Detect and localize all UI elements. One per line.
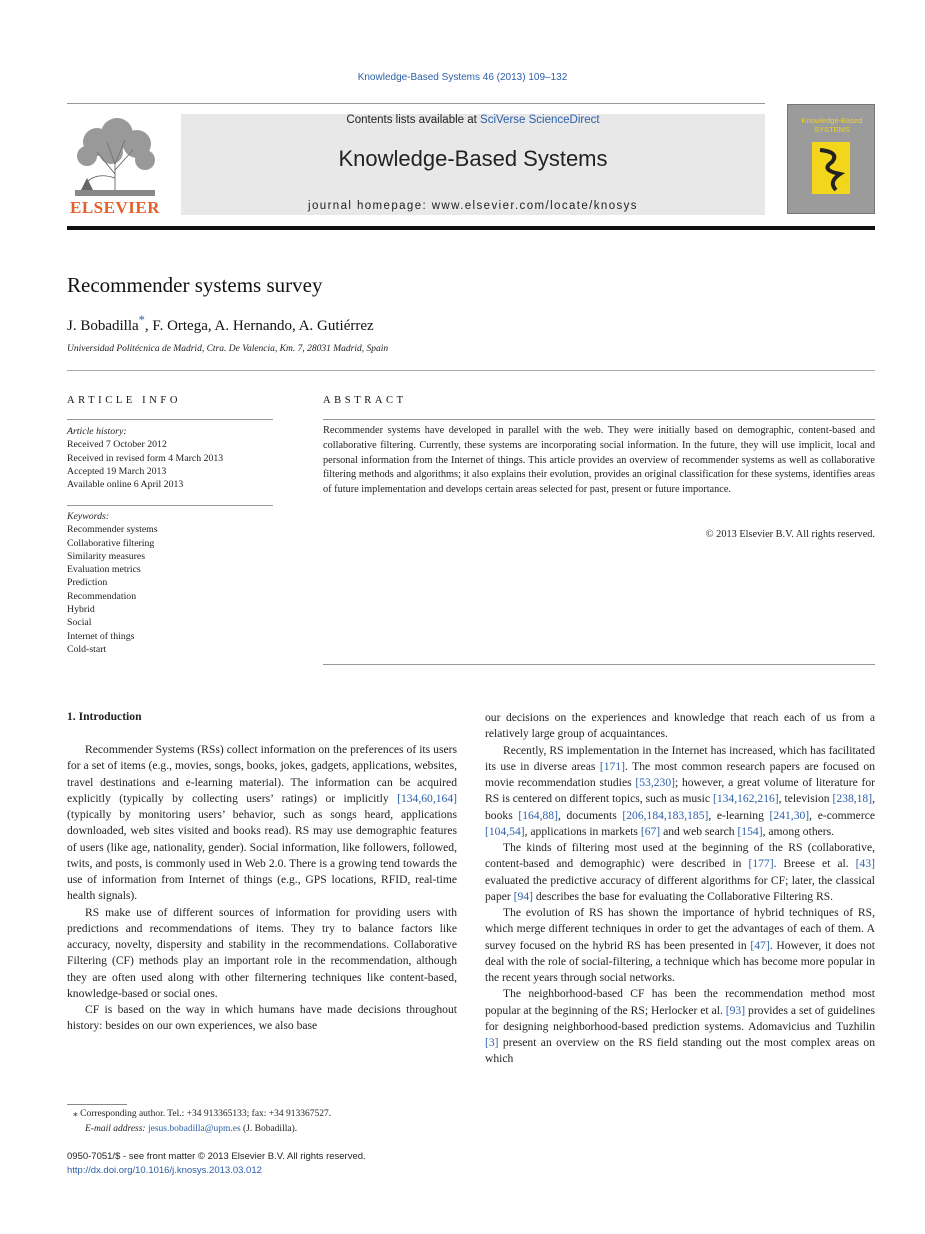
citation-link[interactable]: [3] <box>485 1036 499 1049</box>
paragraph: RS make use of different sources of information for providing users with predictions and recommendations of items. They try to balance factors like accuracy, novelty, dispersity and stability in the recommendations. Collaborative Filtering (CF) methods play an important role in the recommendation, although they are often used along with other filternering techniques like content-based, knowledge-based or social ones. <box>67 905 457 1000</box>
citation-link[interactable]: [67] <box>640 824 661 838</box>
paragraph: CF is based on the way in which humans have made decisions throughout history: besides on our own experiences, we also base <box>67 1003 457 1033</box>
paragraph: Recently, RS implementation in the Internet has increased, which has facilitated its use in diverse areas [171]. The most common research papers are focused on movie recommendation studies [53,230]; however, a great volume of literature for RS is centered on different topics, such as music [134,162,216], television [238,18], books [164,88], documents [206,184,183,185], e-learning [241,30], e-commerce [104,54], applications in markets [67] and web search [154], among others. <box>485 743 875 838</box>
journal-name: Knowledge-Based Systems <box>338 146 608 171</box>
body-right-column <box>485 710 875 1068</box>
journal-citation-link[interactable]: Knowledge-Based Systems 46 (2013) 109–132 <box>357 72 568 83</box>
history-label: Article history: <box>67 426 127 437</box>
keyword-item: Recommender systems <box>67 524 158 536</box>
footnote-email: E-mail address: jesus.bobadilla@upm.es (J. Bobadilla). <box>85 1123 298 1134</box>
footnote-corresponding: ⁎ Corresponding author. Tel.: +34 913365133; fax: +34 913367527. <box>73 1109 332 1119</box>
keyword-item: Prediction <box>67 577 108 589</box>
citation-link[interactable]: [164,88] <box>518 808 558 822</box>
email-label: E-mail address: <box>85 1123 148 1134</box>
doi-link[interactable]: http://dx.doi.org/10.1016/j.knosys.2013.03.012 <box>67 1165 262 1176</box>
keyword-item: Cold-start <box>67 643 107 655</box>
author-list <box>67 313 374 335</box>
citation-link[interactable]: [177] <box>748 857 774 871</box>
header-rule <box>67 103 765 104</box>
cover-art <box>810 138 852 198</box>
history-item: Available online 6 April 2013 <box>67 479 184 491</box>
abstract-text: Recommender systems have developed in parallel with the web. They were initially based on demographic, content-based and collaborative filtering. Currently, these systems are incorporating social information. In the future, they will use implicit, local and personal information from the Internet of things. This article provides an overview of recommender systems as well as collaborative filtering methods and algorithms; it also explains their evolution, provides an original classification for these systems, identifies areas of future implementation and develops certain areas selected for past, present or future importance. <box>323 425 875 496</box>
history-item: Received 7 October 2012 <box>67 439 167 451</box>
header-thick-rule <box>67 226 875 230</box>
email-link[interactable]: jesus.bobadilla@upm.es <box>147 1123 241 1134</box>
abstract-copyright: © 2013 Elsevier B.V. All rights reserved. <box>705 529 875 540</box>
paragraph: The kinds of filtering most used at the beginning of the RS (collaborative, content-based and demographic) were described in [177]. Breese et al. [43] evaluated the predictive accuracy of different algorithms for CF; later, the classical paper [94] describes the base for evaluating the Collaborative Filtering RS. <box>485 841 875 903</box>
citation-link[interactable]: [134,162,216] <box>712 792 779 806</box>
corresponding-author-mark[interactable]: * <box>138 313 145 327</box>
divider <box>323 664 875 665</box>
citation-link[interactable]: [238,18] <box>832 792 873 806</box>
history-item: Accepted 19 March 2013 <box>67 465 167 477</box>
divider <box>67 370 875 371</box>
author-bobadilla: J. Bobadilla <box>67 318 139 334</box>
keyword-item: Internet of things <box>67 630 135 642</box>
citation-link[interactable]: [154] <box>737 824 763 838</box>
keyword-item: Evaluation metrics <box>67 564 141 576</box>
front-matter-line: 0950-7051/$ - see front matter © 2013 Elsevier B.V. All rights reserved. <box>67 1151 366 1162</box>
citation-link[interactable]: [93] <box>725 1003 746 1017</box>
article-info-heading: ARTICLE INFO <box>67 395 182 406</box>
citation-link[interactable]: [43] <box>855 857 875 871</box>
publisher-wordmark: ELSEVIER <box>70 198 160 217</box>
citation-link[interactable]: [47] <box>750 938 770 952</box>
history-item: Received in revised form 4 March 2013 <box>67 452 224 464</box>
affiliation: Universidad Politécnica de Madrid, Ctra. De Valencia, Km. 7, 28031 Madrid, Spain <box>67 344 389 354</box>
keyword-item: Social <box>67 617 92 629</box>
article-title: Recommender systems survey <box>67 273 323 297</box>
contents-prefix: Contents lists available at <box>346 114 481 126</box>
cover-title <box>795 116 869 134</box>
article-history <box>67 425 273 491</box>
keyword-item: Collaborative filtering <box>67 537 155 549</box>
keyword-item: Similarity measures <box>67 550 146 562</box>
citation-link[interactable]: [171] <box>599 759 626 773</box>
divider <box>323 419 875 420</box>
citation-link[interactable]: [94] <box>513 889 533 903</box>
citation-link[interactable]: [206,184,183,185] <box>622 808 709 822</box>
body-left-column <box>67 742 457 1035</box>
other-authors: , F. Ortega, A. Hernando, A. Gutiérrez <box>144 318 374 334</box>
keyword-item: Hybrid <box>67 604 95 616</box>
abstract-heading: ABSTRACT <box>323 395 407 406</box>
citation-link[interactable]: [134,60,164] <box>397 791 457 805</box>
citation-link[interactable]: [241,30] <box>769 808 810 822</box>
keywords <box>67 510 273 656</box>
journal-homepage-link[interactable]: journal homepage: www.elsevier.com/locate/knosys <box>308 200 638 212</box>
citation-link[interactable]: [53,230] <box>635 776 675 789</box>
keyword-item: Recommendation <box>67 590 137 602</box>
citation-link[interactable]: [104,54] <box>485 824 525 838</box>
paragraph: our decisions on the experiences and knowledge that reach each of us from a relatively large group of acquaintances. <box>485 711 875 741</box>
cover-title-line-1: Knowledge-Based <box>801 116 863 125</box>
divider <box>67 419 273 420</box>
paragraph: The neighborhood-based CF has been the recommendation method most popular at the beginning of the RS; Herlocker et al. [93] provides a set of guidelines for designing neighborhood-based prediction systems. Adomavicius and Tuzhilin [3] present an overview on the RS field standing out the most complex areas on which <box>485 987 875 1066</box>
keywords-label: Keywords: <box>67 511 110 522</box>
paragraph: The evolution of RS has shown the importance of hybrid techniques of RS, which merge different techniques in order to get the advantages of each of them. A survey focused on the hybrid RS has been presented in [47]. However, it does not deal with the role of social-filtering, a technique which has become more popular in the recent years through social networks. <box>485 906 876 984</box>
paragraph: Recommender Systems (RSs) collect information on the preferences of its users for a set of items (e.g., movies, songs, books, jokes, gadgets, applications, websites, travel destinations and e-learning material). The information can be acquired explicitly (typically by collecting users’ ratings) or implicitly [134,60,164] (typically by monitoring users’ behavior, such as songs heard, applications downloaded, web sites visited and books read). RS may use demographic features of users (like age, nationality, gender). Social information, like followers, followed, twits, and posts, is commonly used in Web 2.0. There is a growing tend towards the use of information from Internet of things (e.g., GPS locations, RFID, real-time health signals). <box>67 743 457 903</box>
cover-title-line-2: SYSTEMS <box>814 125 850 134</box>
section-heading: 1. Introduction <box>67 710 142 723</box>
front-matter <box>67 1150 366 1178</box>
footnote <box>67 1107 457 1136</box>
divider <box>67 505 273 506</box>
footnote-rule <box>67 1104 127 1105</box>
sciencedirect-link[interactable]: SciVerse ScienceDirect <box>480 114 600 126</box>
contents-line <box>181 114 765 126</box>
